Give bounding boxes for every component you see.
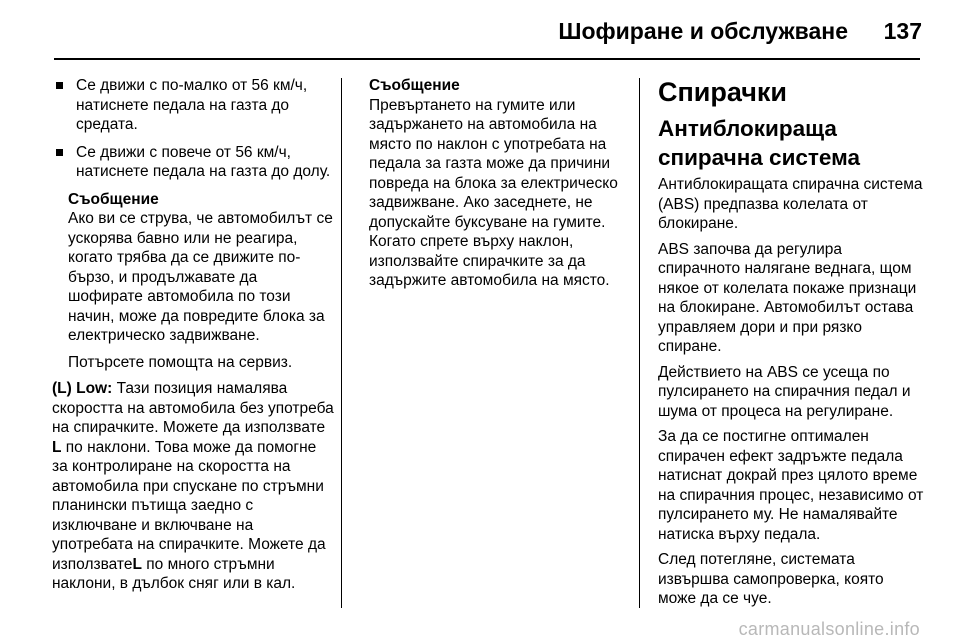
section-title: Шофиране и обслужване	[558, 18, 848, 44]
low-gear-label: (L) Low:	[52, 380, 113, 397]
low-gear-text: по наклони. Това може да помогне за контролиране на скоростта на автомобила при спускане по стръмни планински пътища заедно с изключване и включване на употребата на спирачките. Можете да използвате	[52, 438, 326, 573]
paragraph: ABS започва да регулира спирачното налягане веднага, щом някое от колелата покаже признаци на блокиране. Автомобилът остава управляем дори и при рязко спиране.	[658, 240, 917, 355]
notice-text: Ако ви се струва, че автомобилът се ускорява бавно или не реагира, когато трябва да се движите по-бързо, и продължавате да шофирате автомобила по този начин, може да повредите блока за електрическо задвижване.	[68, 210, 333, 344]
column-1	[52, 76, 334, 600]
header-divider	[54, 58, 920, 60]
notice-block	[52, 190, 334, 373]
paragraph: За да се постигне оптимален спирачен ефект задръжте педала натиснат докрай през цялото време на спирачния процес, независимо от пулсирането му. Не намалявайте натиска върху педала.	[658, 428, 924, 543]
gear-letter: L	[52, 438, 62, 456]
bullet-item	[52, 76, 334, 135]
notice-title: Съобщение	[68, 190, 159, 208]
section-heading: Спирачки	[658, 77, 788, 107]
bullet-item	[52, 143, 334, 182]
notice-service-text: Потърсете помощта на сервиз.	[68, 353, 293, 371]
low-gear-text: Тази позиция намалява скоростта на автомобила без употреба на спирачките. Можете да използвате	[52, 380, 334, 436]
column-2	[369, 76, 631, 297]
notice-title: Съобщение	[369, 77, 460, 94]
gear-letter: L	[132, 555, 142, 573]
page-number: 137	[883, 18, 922, 44]
square-bullet-icon	[56, 149, 63, 156]
subsection-heading: Антиблокираща спирачна система	[658, 116, 861, 170]
paragraph: Антиблокиращата спирачна система (ABS) предпазва колелата от блокиране.	[658, 176, 923, 232]
paragraph: Действието на ABS се усеща по пулсирането на спирачния педал и шума от процеса на регулиране.	[658, 363, 911, 420]
notice-text: Превъртането на гумите или задържането на автомобила на място по наклон с употребата на педала за газта може да причини повреда на блока за електрическо задвижване. Ако заседнете, не допускайте буксуване на гумите. Когато спрете върху наклон, използвайте спирачките за да задържите автомобила на място.	[369, 96, 618, 289]
square-bullet-icon	[56, 82, 63, 89]
column-3	[658, 76, 926, 615]
watermark: carmanualsonline.info	[738, 619, 920, 639]
paragraph: След потегляне, системата извършва самопроверка, която може да се чуе.	[658, 551, 884, 607]
bullet-text: Се движи с повече от 56 км/ч, натиснете педала на газта до долу.	[76, 143, 331, 180]
bullet-text: Се движи с по-малко от 56 км/ч, натиснете педала на газта до средата.	[76, 77, 308, 133]
column-divider-1	[341, 78, 342, 608]
low-gear-paragraph	[52, 379, 334, 594]
page-header	[0, 0, 960, 58]
column-divider-2	[639, 78, 640, 608]
low-gear-text: по много стръмни наклони, в дълбок сняг или в кал.	[52, 555, 296, 592]
